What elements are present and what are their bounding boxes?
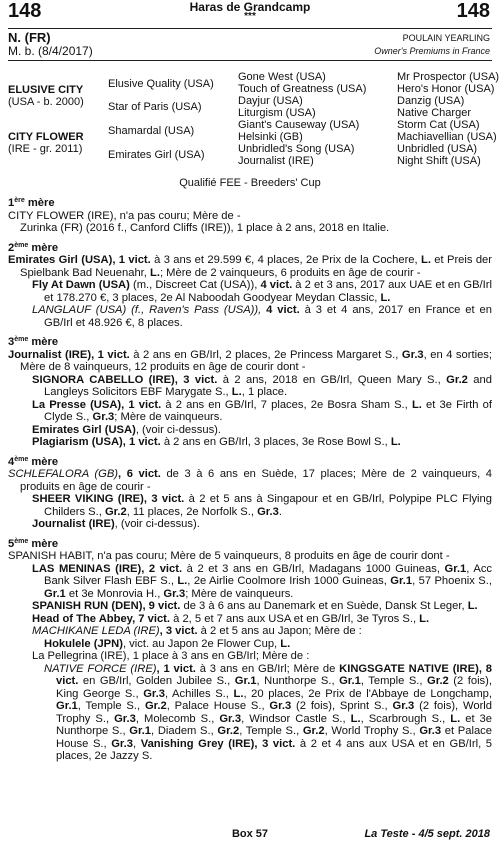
pedigree-gen2-item: Star of Paris (USA) xyxy=(108,101,202,113)
pedigree-gen2-item: Emirates Girl (USA) xyxy=(108,149,205,161)
pedigree-dam-sub: (IRE - gr. 2011) xyxy=(8,143,83,155)
entry-text: Emirates Girl (USA), 1 vict. à 3 ans et 29.599 €, 4 places, 2e Prix de la Cochere, L. et Preis der Spielbank Bad Neuenahr, L.; Mère de 2 vainqueurs, 6 produits en âge de courir - xyxy=(8,254,493,279)
section-heading-2: 2ème mère xyxy=(8,241,59,254)
entry-text: La Presse (USA), 1 vict. à 2 ans en GB/Irl, 7 places, 2e Bosra Sham S., L. et 3e Firth of Clyde S., Gr.3; Mère de vainqueurs. xyxy=(32,398,492,423)
entry-text: CITY FLOWER (IRE), n'a pas couru; Mère de - xyxy=(8,209,241,222)
pedigree-gen3-item: Gone West (USA) xyxy=(238,71,326,83)
footer-sale-location: La Teste - 4/5 sept. 2018 xyxy=(364,828,490,840)
pedigree-gen4-item: Unbridled (USA) xyxy=(397,143,478,155)
pedigree-gen4-item: Danzig (USA) xyxy=(397,95,465,107)
pedigree-gen4-item: Hero's Honor (USA) xyxy=(397,83,495,95)
horse-description: M. b. (8/4/2017) xyxy=(8,44,93,58)
pedigree-gen4-item: Machiavellian (USA) xyxy=(397,131,497,143)
consignor-title: Haras de Grandcamp xyxy=(189,0,311,14)
entry-text: Plagiarism (USA), 1 vict. à 2 ans en GB/Irl, 3 places, 3e Rose Bowl S., L. xyxy=(32,436,401,448)
lot-number-right: 148 xyxy=(456,0,490,22)
entry-text: SPANISH HABIT, n'a pas couru; Mère de 5 vainqueurs, 8 produits en âge de courir dont - xyxy=(8,550,450,562)
pedigree-gen3-item: Helsinki (GB) xyxy=(238,131,303,143)
section-heading-1: 1ère mère xyxy=(8,197,55,209)
section-heading-3: 3ème mère xyxy=(8,336,59,348)
entry-text: La Pellegrina (IRE), 1 place à 3 ans en GB/Irl; Mère de : xyxy=(32,650,310,662)
header-rule-bottom xyxy=(8,60,492,61)
entry-text: Head of The Abbey, 7 vict. à 2, 5 et 7 ans aux USA et en GB/Irl, 3e Tyros S., L. xyxy=(32,612,430,625)
entry-text: Hokulele (JPN), vict. au Japon 2e Flower Cup, L. xyxy=(44,637,291,650)
pedigree-gen3-item: Giant's Causeway (USA) xyxy=(238,119,360,131)
pedigree-gen3-item: Touch of Greatness (USA) xyxy=(238,83,367,95)
pedigree-gen4-item: Storm Cat (USA) xyxy=(397,119,480,131)
entry-text: Emirates Girl (USA), (voir ci-dessus). xyxy=(32,423,221,436)
entry-text: Journalist (IRE), (voir ci-dessus). xyxy=(32,518,200,530)
entry-text: SCHLEFALORA (GB), 6 vict. de 3 à 6 ans en Suède, 17 places; Mère de 2 vainqueurs, 4 produits en âge de courir - xyxy=(8,468,493,493)
pedigree-gen4-item: Night Shift (USA) xyxy=(397,155,481,167)
pedigree-gen4-item: Mr Prospector (USA) xyxy=(397,71,500,83)
entry-text: Zurinka (FR) (2016 f., Canford Cliffs (IRE)), 1 place à 2 ans, 2018 en Italie. xyxy=(20,222,390,234)
pedigree-gen4-item: Native Charger xyxy=(397,107,471,119)
pedigree-gen2-item: Elusive Quality (USA) xyxy=(108,78,214,90)
pedigree-gen3-item: Dayjur (USA) xyxy=(238,95,303,107)
entry-text: SPANISH RUN (DEN), 9 vict. de 3 à 6 ans au Danemark et en Suède, Dansk St Leger, L. xyxy=(32,600,478,612)
pedigree-dam-name: CITY FLOWER xyxy=(8,131,84,143)
entry-text: SHEER VIKING (IRE), 3 vict. à 2 et 5 ans à Singapour et en GB/Irl, Polypipe PLC Flying Childers S., Gr.2, 11 places, 2e Norfolk S., Gr.3. xyxy=(32,493,492,518)
pedigree-gen3-item: Journalist (IRE) xyxy=(238,155,314,167)
entry-text: Fly At Dawn (USA) (m., Discreet Cat (USA)), 4 vict. à 2 et 3 ans, 2017 aux UAE et en GB/Irl et 178.270 €, 3 places, 2e Al Naboodah Goodyear Meydan Classic, L. xyxy=(32,279,492,304)
section-heading-5: 5ème mère xyxy=(8,537,59,550)
pedigree-gen2-item: Shamardal (USA) xyxy=(108,125,195,137)
consignor-stars: *** xyxy=(244,11,256,22)
qualification-line: Qualifié FEE - Breeders' Cup xyxy=(179,177,321,189)
pedigree-gen3-item: Unbridled's Song (USA) xyxy=(238,143,355,155)
pedigree-sire-name: ELUSIVE CITY xyxy=(8,84,84,96)
entry-text: Journalist (IRE), 1 vict. à 2 ans en GB/Irl, 2 places, 2e Princess Margaret S., Gr.3, en 4 sorties; Mère de 8 vainqueurs, 12 produits en âge de courir dont - xyxy=(8,348,492,373)
section-heading-4: 4ème mère xyxy=(8,455,59,468)
footer-box-number: Box 57 xyxy=(231,828,269,840)
lot-number-left: 148 xyxy=(8,0,42,22)
header-rule-top xyxy=(8,28,492,29)
owners-premiums: Owner's Premiums in France xyxy=(374,46,490,56)
entry-text: LANGLAUF (USA) (f., Raven's Pass (USA)), 4 vict. à 3 et 4 ans, 2017 en France et en GB/Irl et 48.926 €, 8 places. xyxy=(32,304,493,329)
entry-text: SIGNORA CABELLO (IRE), 3 vict. à 2 ans, 2018 en GB/Irl, Queen Mary S., Gr.2 and Langleys Solicitors EBF Marygate S., L., 1 place. xyxy=(32,373,492,398)
pedigree-gen3-item: Liturgism (USA) xyxy=(238,107,316,119)
horse-name: N. (FR) xyxy=(8,30,51,45)
entry-text: MACHIKANE LEDA (IRE), 3 vict. à 2 et 5 ans au Japon; Mère de : xyxy=(32,625,362,637)
pedigree-sire-sub: (USA - b. 2000) xyxy=(8,96,84,108)
entry-text: LAS MENINAS (IRE), 2 vict. à 2 et 3 ans en GB/Irl, Madagans 1000 Guineas, Gr.1, Acc Bank Silver Flash EBF S., L., 2e Airlie Coolmore Irish 1000 Guineas, Gr.1, 57 Phoenix S., Gr.1 et 3e Monrovia H., Gr.3; Mère de vainqueurs. xyxy=(32,562,493,600)
produce-record xyxy=(8,190,492,763)
horse-category: POULAIN YEARLING xyxy=(402,33,490,43)
entry-text: NATIVE FORCE (IRE), 1 vict. à 3 ans en GB/Irl; Mère de KINGSGATE NATIVE (IRE), 8 vict. en GB/Irl, Golden Jubilee S., Gr.1, Nunthorpe S., Gr.1, Temple S., Gr.2 (2 fois), King George S., Gr.3, Achilles S., L., 20 places, 2e Prix de l'Abbaye de Longchamp, Gr.1, Temple S., Gr.2, Palace House S., Gr.3 (2 fois), Sprint S., Gr.3 (2 fois), World Trophy S., Gr.3, Molecomb S., Gr.3, Windsor Castle S., L., Scarbrough S., L. et 3e Nunthorpe S., Gr.1, Diadem S., Gr.2, Temple S., Gr.2, World Trophy S., Gr.3 et Palace House S., Gr.3, Vanishing Grey (IRE), 3 vict. à 2 et 4 ans aux USA et en GB/Irl, 5 places, 2e Jazzy S. xyxy=(44,662,493,762)
